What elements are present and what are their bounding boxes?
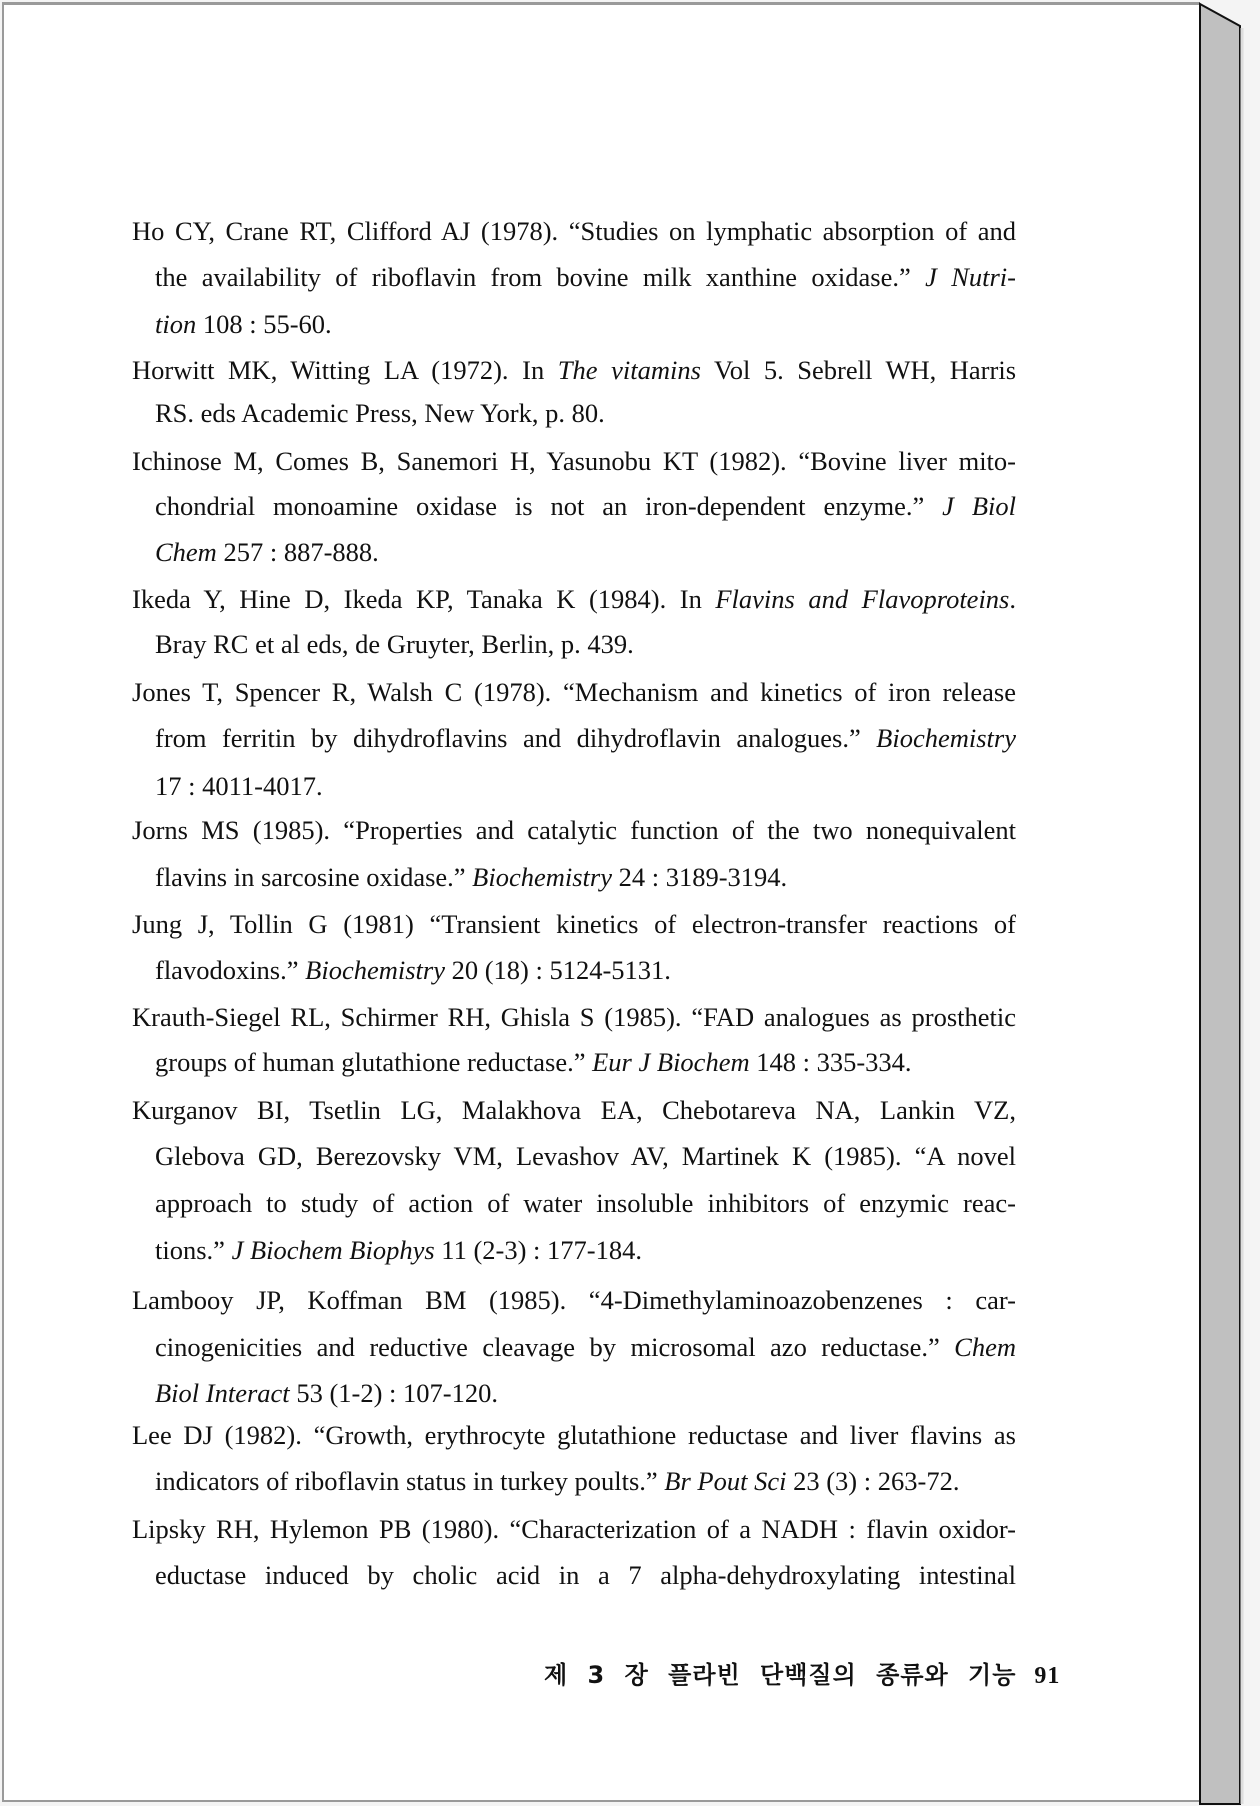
reference-text: Ho CY, Crane RT, Clifford AJ (1978). “Studies on lymphatic absorption of and — [132, 216, 1016, 246]
reference-text: . — [1009, 584, 1016, 614]
reference-text: cinogenicities and reductive cleavage by microsomal azo reductase.” — [155, 1332, 955, 1362]
journal-title: The vitamins — [557, 355, 701, 385]
reference-text: RS. eds Academic Press, New York, p. 80. — [155, 398, 605, 428]
reference-text: 257 : 887-888. — [216, 537, 379, 567]
reference-text: chondrial monoamine oxidase is not an iron-dependent enzyme.” — [155, 491, 943, 521]
reference-text: Ichinose M, Comes B, Sanemori H, Yasunobu KT (1982). “Bovine liver mito- — [132, 446, 1016, 476]
reference-text: from ferritin by dihydroflavins and dihydroflavin analogues.” — [155, 723, 877, 753]
reference-text: 148 : 335-334. — [749, 1047, 912, 1077]
journal-title: J Biochem Biophys — [231, 1235, 435, 1265]
journal-title: J Biol — [942, 491, 1016, 521]
reference-text: Glebova GD, Berezovsky VM, Levashov AV, Martinek K (1985). “A novel — [155, 1141, 1016, 1171]
reference-text: tions.” — [155, 1235, 232, 1265]
reference-text: Krauth-Siegel RL, Schirmer RH, Ghisla S (1985). “FAD analogues as prosthetic — [132, 1002, 1016, 1032]
reference-text: Ikeda Y, Hine D, Ikeda KP, Tanaka K (1984). In — [132, 584, 716, 614]
journal-title: Br Pout Sci — [664, 1466, 787, 1496]
journal-title: Chem — [155, 537, 217, 567]
journal-title: Chem — [954, 1332, 1016, 1362]
reference-text: groups of human glutathione reductase.” — [155, 1047, 593, 1077]
reference-text: Lee DJ (1982). “Growth, erythrocyte glutathione reductase and liver flavins as — [132, 1420, 1016, 1450]
journal-title: Biochemistry — [305, 955, 445, 985]
chapter-title: 제 3 장 플라빈 단백질의 종류와 기능 — [544, 1661, 1017, 1689]
reference-text: 24 : 3189-3194. — [612, 862, 788, 892]
reference-text: flavodoxins.” — [155, 955, 306, 985]
journal-title: J Nutri- — [925, 262, 1016, 292]
reference-text: Lambooy JP, Koffman BM (1985). “4-Dimethylaminoazobenzenes : car- — [132, 1285, 1016, 1315]
reference-text: the availability of riboflavin from bovine milk xanthine oxidase.” — [155, 262, 926, 292]
journal-title: Biol Interact — [155, 1378, 290, 1408]
journal-title: Flavins and Flavoproteins — [715, 584, 1010, 614]
reference-text: flavins in sarcosine oxidase.” — [155, 862, 473, 892]
reference-text: approach to study of action of water insoluble inhibitors of enzymic reac- — [155, 1188, 1016, 1218]
reference-text: Lipsky RH, Hylemon PB (1980). “Characterization of a NADH : flavin oxidor- — [132, 1514, 1016, 1544]
reference-text: 20 (18) : 5124-5131. — [444, 955, 671, 985]
reference-text: 53 (1-2) : 107-120. — [289, 1378, 498, 1408]
reference-text: Jorns MS (1985). “Properties and catalytic function of the two nonequivalent — [132, 815, 1016, 845]
reference-text: 11 (2-3) : 177-184. — [434, 1235, 642, 1265]
journal-title: Biochemistry — [472, 862, 612, 892]
reference-text: Horwitt MK, Witting LA (1972). In — [132, 355, 558, 385]
journal-title: Eur J Biochem — [592, 1047, 750, 1077]
reference-text: 23 (3) : 263-72. — [786, 1466, 960, 1496]
reference-text: Kurganov BI, Tsetlin LG, Malakhova EA, Chebotareva NA, Lankin VZ, — [132, 1095, 1016, 1125]
journal-title: tion — [155, 309, 197, 339]
reference-text: Jung J, Tollin G (1981) “Transient kinetics of electron-transfer reactions of — [132, 909, 1016, 939]
reference-text: eductase induced by cholic acid in a 7 alpha-dehydroxylating intestinal — [155, 1560, 1016, 1590]
page-number: 91 — [1034, 1663, 1061, 1689]
reference-text: indicators of riboflavin status in turkey poults.” — [155, 1466, 665, 1496]
reference-text: Bray RC et al eds, de Gruyter, Berlin, p. 439. — [155, 629, 634, 659]
reference-text: 17 : 4011-4017. — [155, 771, 323, 801]
journal-title: Biochemistry — [876, 723, 1016, 753]
reference-text: Jones T, Spencer R, Walsh C (1978). “Mechanism and kinetics of iron release — [132, 677, 1016, 707]
reference-text: 108 : 55-60. — [196, 309, 332, 339]
reference-text: Vol 5. Sebrell WH, Harris — [700, 355, 1017, 385]
